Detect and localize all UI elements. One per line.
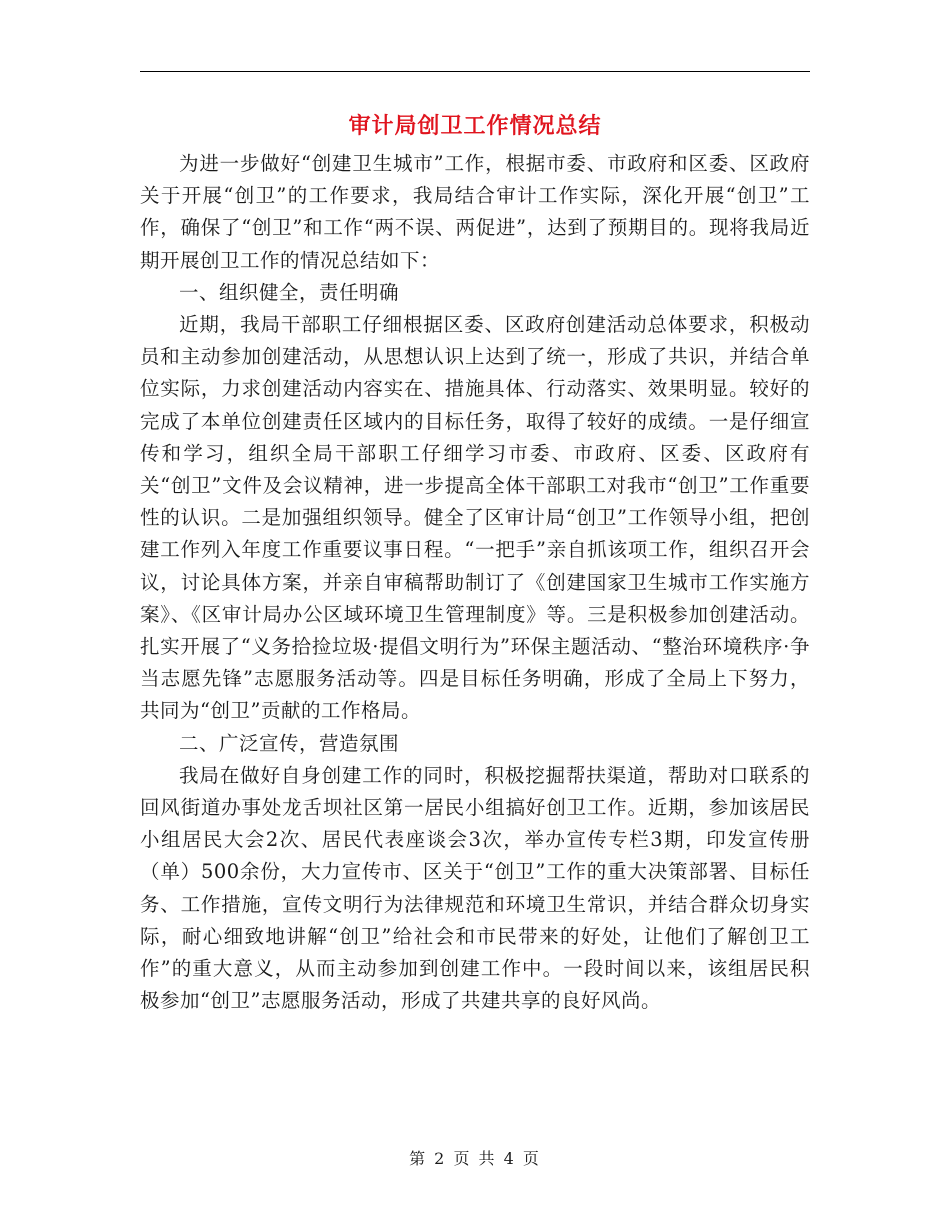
document-title: 审计局创卫工作情况总结 <box>348 113 602 139</box>
section-heading-2: 二、广泛宣传，营造氛围 <box>179 731 400 755</box>
section-heading-1: 一、组织健全，责任明确 <box>179 280 400 304</box>
intro-paragraph: 为进一步做好“创建卫生城市”工作，根据市委、市政府和区委、区政府关于开展“创卫”的工作要求，我局结合审计工作实际，深化开展“创卫”工作，确保了“创卫”和工作“两不误、两促进”，达到了预期目的。现将我局近期开展创卫工作的情况总结如下： <box>140 152 810 272</box>
page-footer: 第 2 页 共 4 页 <box>409 1149 541 1168</box>
section-paragraph-1: 近期，我局干部职工仔细根据区委、区政府创建活动总体要求，积极动员和主动参加创建活动，从思想认识上达到了统一，形成了共识，并结合单位实际，力求创建活动内容实在、措施具体、行动落实、效果明显。较好的完成了本单位创建责任区域内的目标任务，取得了较好的成绩。一是仔细宣传和学习，组织全局干部职工仔细学习市委、市政府、区委、区政府有关“创卫”文件及会议精神，进一步提高全体干部职工对我市“创卫”工作重要性的认识。二是加强组织领导。健全了区审计局“创卫”工作领导小组，把创建工作列入年度工作重要议事日程。“一把手”亲自抓该项工作，组织召开会议，讨论具体方案，并亲自审稿帮助制订了《创建国家卫生城市工作实施方案》、《区审计局办公区域环境卫生管理制度》等。三是积极参加创建活动。扎实开展了“义务拾捡垃圾·提倡文明行为”环保主题活动、“整治环境秩序·争当志愿先锋”志愿服务活动等。四是目标任务明确，形成了全局上下努力，共同为“创卫”贡献的工作格局。 <box>140 313 810 723</box>
header-rule <box>140 71 810 72</box>
section-paragraph-2: 我局在做好自身创建工作的同时，积极挖掘帮扶渠道，帮助对口联系的回风街道办事处龙舌坝社区第一居民小组搞好创卫工作。近期，参加该居民小组居民大会2次、居民代表座谈会3次，举办宣传专栏3期，印发宣传册（单）500余份，大力宣传市、区关于“创卫”工作的重大决策部署、目标任务、工作措施，宣传文明行为法律规范和环境卫生常识，并结合群众切身实际，耐心细致地讲解“创卫”给社会和市民带来的好处，让他们了解创卫工作”的重大意义，从而主动参加到创建工作中。一段时间以来，该组居民积极参加“创卫”志愿服务活动，形成了共建共享的良好风尚。 <box>140 763 810 1013</box>
document-body <box>140 148 810 1017</box>
